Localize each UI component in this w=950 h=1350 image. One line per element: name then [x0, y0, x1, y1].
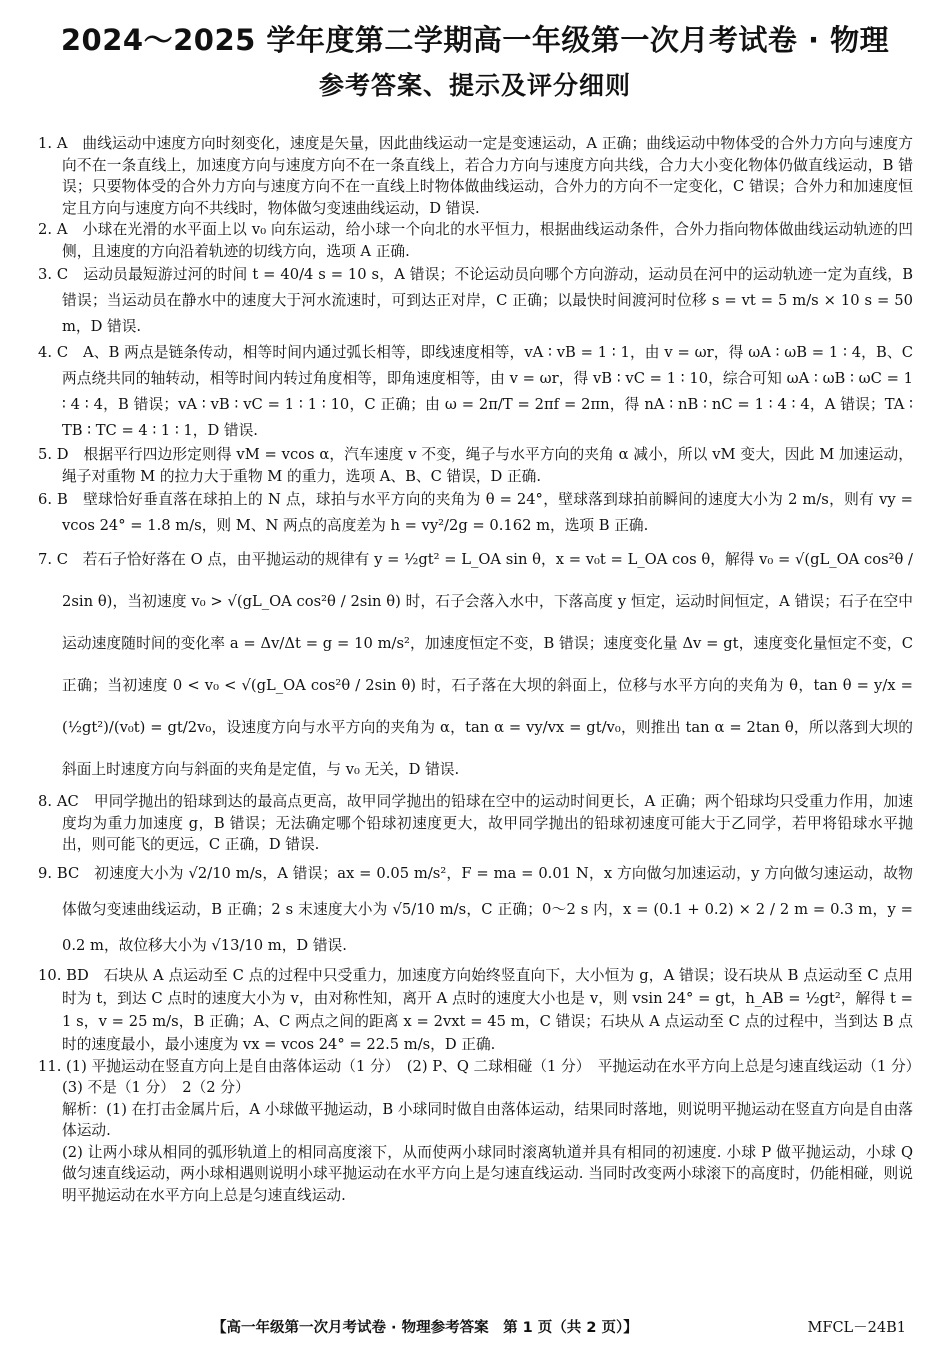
answer-11: 11. (1) 平抛运动在竖直方向上是自由落体运动（1 分） (2) P、Q 二球相碰（1 分） 平抛运动在水平方向上总是匀速直线运动（1 分） (3) 不是（1 分） 2（2 分）	[38, 1057, 928, 1096]
page-title: 2024～2025 学年度第二学期高一年级第一次月考试卷 · 物理	[60, 23, 890, 57]
answer-list	[38, 133, 928, 1206]
answer-4: 4. C A、B 两点是链条传动，相等时间内通过弧长相等，即线速度相等，vA ∶ vB = 1 ∶ 1，由 v = ωr，得 ωA ∶ ωB = 1 ∶ 4，B、C 两点绕共同的轴转动，相等时间内转过角度相等，即角速度相等，由 v = ωr，得 vB ∶ vC = 1 ∶ 10，综合可知 ωA ∶ ωB ∶ ωC = 1 ∶ 4 ∶ 4，B 错误；vA ∶ vB ∶ vC = 1 ∶ 1 ∶ 10，C 正确；由 ω = 2π/T = 2πf = 2πn，得 nA ∶ nB ∶ nC = 1 ∶ 4 ∶ 4，A 错误；TA ∶ TB ∶ TC = 4 ∶ 1 ∶ 1，D 错误.	[38, 344, 913, 439]
answer-1: 1. A 曲线运动中速度方向时刻变化，速度是矢量，因此曲线运动一定是变速运动，A 正确；曲线运动中物体受的合外力方向与速度方向不在一条直线上，加速度方向与速度方向不在一条直线上，若合力方向与速度方向共线，合力大小变化物体仍做直线运动，B 错误；只要物体受的合外力方向与速度方向不在一直线上时物体做曲线运动，合外力的方向不一定变化，C 错误；合外力和加速度恒定且方向与速度方向不共线时，物体做匀变速曲线运动，D 错误.	[38, 135, 913, 217]
explanation-part2: (2) 让两小球从相同的弧形轨道上的相同高度滚下，从而使两小球同时滚离轨道并具有相同的初速度. 小球 P 做平抛运动，小球 Q 做匀速直线运动，两小球相遇则说明小球平抛运动在水平方向上是匀速直线运动. 当同时改变两小球滚下的高度时，仍能相碰，则说明平抛运动在水平方向上总是匀速直线运动.	[62, 1143, 913, 1204]
footer-code: MFCL－24B1	[807, 1320, 906, 1336]
answer-9: 9. BC 初速度大小为 √2/10 m/s，A 错误；ax = 0.05 m/s²，F = ma = 0.01 N，x 方向做匀加速运动，y 方向做匀速运动，故物体做匀变速曲线运动，B 正确；2 s 末速度大小为 √5/10 m/s，C 正确；0～2 s 内，x = (0.1 + 0.2) × 2 / 2 m = 0.3 m，y = 0.2 m，故位移大小为 √13/10 m，D 错误.	[38, 864, 913, 954]
page-subtitle: 参考答案、提示及评分细则	[318, 71, 631, 100]
answer-6: 6. B 壁球恰好垂直落在球拍上的 N 点，球拍与水平方向的夹角为 θ = 24°，壁球落到球拍前瞬间的速度大小为 2 m/s，则有 vy = vcos 24° = 1.8 m/s，则 M、N 两点的高度差为 h = vy²/2g = 0.162 m，选项 B 正确.	[38, 491, 913, 534]
explanation-intro: 解析：(1) 在打击金属片后，A 小球做平抛运动，B 小球同时做自由落体运动，结果同时落地，则说明平抛运动在竖直方向是自由落体运动.	[62, 1100, 913, 1139]
answer-5: 5. D 根据平行四边形定则得 vM = vcos α，汽车速度 v 不变，绳子与水平方向的夹角 α 减小，所以 vM 变大，因此 M 加速运动，绳子对重物 M 的拉力大于重物 M 的重力，选项 A、B、C 错误，D 正确.	[38, 446, 913, 485]
answer-10: 10. BD 石块从 A 点运动至 C 点的过程中只受重力，加速度方向始终竖直向下，大小恒为 g，A 错误；设石块从 B 点运动至 C 点用时为 t，到达 C 点时的速度大小为 v，由对称性知，离开 A 点时的速度大小也是 v，则 vsin 24° = gt，h_AB = ½gt²，解得 t = 1 s，v = 25 m/s，B 正确；A、C 两点之间的距离 x = 2vxt = 45 m，C 错误；石块从 A 点运动至 C 点的过程中，当到达 B 点时的速度最小，最小速度为 vx = vcos 24° = 22.5 m/s，D 正确.	[38, 966, 913, 1053]
answer-8: 8. AC 甲同学抛出的铅球到达的最高点更高，故甲同学抛出的铅球在空中的运动时间更长，A 正确；两个铅球均只受重力作用，加速度均为重力加速度 g，B 错误；无法确定哪个铅球初速度更大，故甲同学抛出的铅球初速度可能大于乙同学，若甲将铅球水平抛出，则可能飞的更远，C 正确，D 错误.	[38, 793, 913, 853]
answer-7: 7. C 若石子恰好落在 O 点，由平抛运动的规律有 y = ½gt² = L_OA sin θ，x = v₀t = L_OA cos θ，解得 v₀ = √(gL_OA cos²θ / 2sin θ)，当初速度 v₀ > √(gL_OA cos²θ / 2sin θ) 时，石子会落入水中，下落高度 y 恒定，运动时间恒定，A 错误；石子在空中运动速度随时间的变化率 a = Δv/Δt = g = 10 m/s²，加速度恒定不变，B 错误；速度变化量 Δv = gt，速度变化量恒定不变，C 正确；当初速度 0 < v₀ < √(gL_OA cos²θ / 2sin θ) 时，石子落在大坝的斜面上，位移与水平方向的夹角为 θ，tan θ = y/x = (½gt²)/(v₀t) = gt/2v₀，设速度方向与水平方向的夹角为 α，tan α = vy/vx = gt/v₀，则推出 tan α = 2tan θ，所以落到大坝的斜面上时速度方向与斜面的夹角是定值，与 v₀ 无关，D 错误.	[38, 551, 913, 778]
footer-page-info: 【高一年级第一次月考试卷 · 物理参考答案 第 1 页（共 2 页）】	[212, 1320, 638, 1336]
answer-3: 3. C 运动员最短游过河的时间 t = 40/4 s = 10 s，A 错误；不论运动员向哪个方向游动，运动员在河中的运动轨迹一定为直线，B 错误；当运动员在静水中的速度大于河水流速时，可到达正对岸，C 正确；以最快时间渡河时位移 s = vt = 5 m/s × 10 s = 50 m，D 错误.	[38, 266, 913, 335]
answer-2: 2. A 小球在光滑的水平面上以 v₀ 向东运动，给小球一个向北的水平恒力，根据曲线运动条件，合外力指向物体做曲线运动轨迹的凹侧，且速度的方向沿着轨迹的切线方向，选项 A 正确.	[38, 221, 913, 260]
